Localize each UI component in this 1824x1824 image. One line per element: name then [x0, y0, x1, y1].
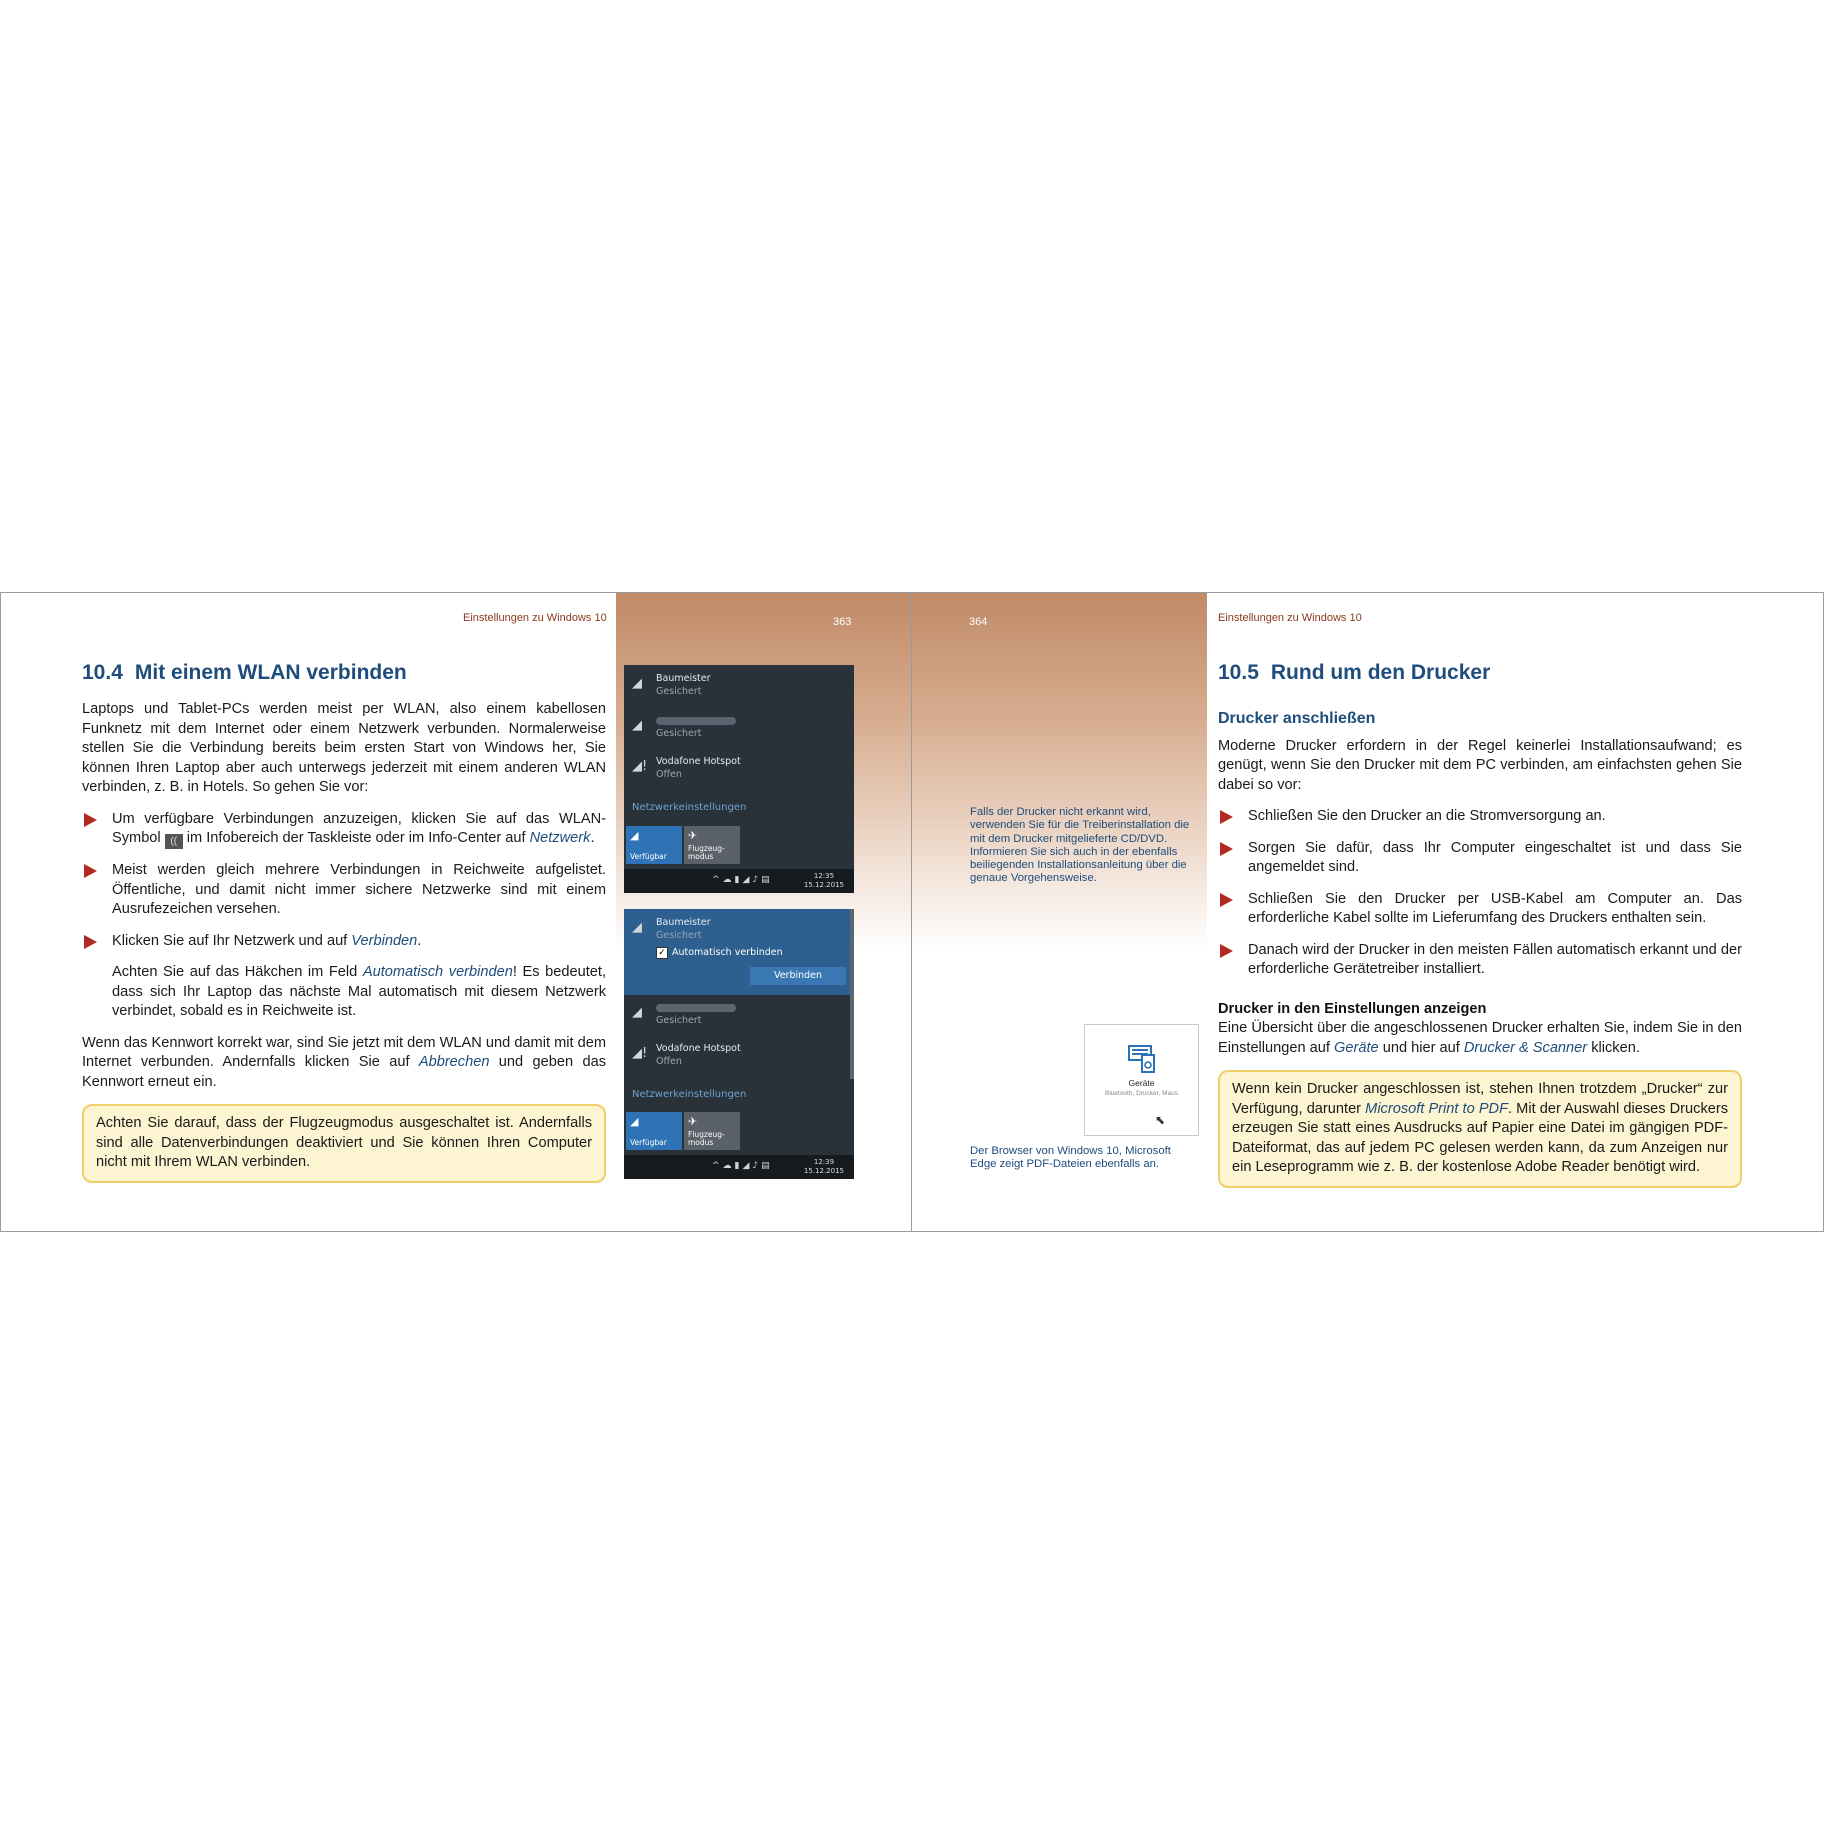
wifi-icon: ◢: [630, 829, 639, 842]
tip-box: [1218, 1070, 1742, 1188]
intro-paragraph: Laptops und Tablet-PCs werden meist per WLAN, also einem kabellosen Funknetz mit dem Internet oder einem Netzwerk verbunden. Normalerweise stellen Sie die Verbindung bereits beim ersten Start von Windows her, Sie können Ihren Laptop aber auch unterwegs jederzeit mit einem anderen WLAN verbinden, z. B. in Hotels. So gehen Sie vor:: [82, 701, 606, 795]
network-settings-link[interactable]: Netzwerkeinstellungen: [632, 1089, 747, 1100]
tray-icons[interactable]: ^☁▮◢♪▤: [712, 875, 773, 885]
auto-connect-label: Automatisch verbinden: [672, 947, 783, 958]
indented-paragraph: [82, 963, 606, 1022]
wlan-symbol-icon: ((: [165, 834, 183, 849]
network-status: Offen: [656, 769, 682, 780]
list-item: [82, 861, 606, 920]
text: . Mit der Auswahl dieses Druckers erzeugen Sie statt eines Ausdrucks auf Papier eine Datei im gängigen PDF-Dateiformat, das auf jedem PC gelesen werden kann, da zum Anzeigen nur ein Leseprogramm wie z. B. der kostenlose Adobe Reader benötigt wird.: [1232, 1100, 1729, 1175]
link-verbinden[interactable]: Verbinden: [351, 932, 418, 949]
text: Achten Sie auf das Häkchen im Feld: [112, 964, 363, 980]
text: Wenn kein Drucker angeschlossen ist, stehen Ihnen trotzdem „Drucker“ zur Verfügung, darunter: [1232, 1081, 1728, 1117]
paragraph: [82, 1034, 606, 1093]
network-settings-link[interactable]: Netzwerkeinstellungen: [632, 802, 747, 813]
link-netzwerk[interactable]: Netzwerk: [529, 830, 591, 846]
tile-label-line: modus: [688, 1138, 714, 1147]
wifi-tile[interactable]: [626, 826, 682, 864]
section-number: 10.5: [1218, 661, 1259, 684]
wifi-warning-icon: ◢!: [632, 759, 648, 774]
paragraph: [1218, 1019, 1742, 1058]
time: 12:35: [813, 872, 835, 880]
body-text: [82, 700, 606, 1183]
wifi-icon: ◢: [630, 1115, 639, 1128]
list-text: .: [590, 830, 595, 846]
network-name: Vodafone Hotspot: [656, 756, 741, 767]
tray-icons[interactable]: ^☁▮◢♪▤: [712, 1161, 773, 1171]
running-head: Einstellungen zu Windows 10: [1218, 612, 1362, 624]
section-number: 10.4: [82, 661, 123, 684]
section-heading: [1218, 661, 1490, 685]
tile-label: Verfügbar: [630, 1138, 667, 1147]
tile-label-line: Flugzeug-: [688, 844, 725, 853]
taskbar: [624, 869, 854, 893]
tile-label-line: modus: [688, 852, 714, 861]
network-name: Vodafone Hotspot: [656, 1043, 741, 1054]
list-text: Klicken Sie auf Ihr Netzwerk und auf: [112, 932, 352, 949]
text: klicken.: [1587, 1039, 1640, 1056]
list-text: Meist werden gleich mehrere Verbindungen in Reichweite aufgelistet. Öffentliche, und damit nicht immer sichere Netzwerke sind mit einem Ausrufezeichen versehen.: [112, 862, 606, 917]
list-text: Um verfügbare Verbindungen anzuzeigen, klicken Sie auf das WLAN-Symbol: [112, 810, 606, 846]
subheading: Drucker anschließen: [1218, 710, 1376, 727]
bullet-arrow-icon: [84, 813, 97, 827]
scrollbar[interactable]: [850, 909, 854, 1079]
list-text: Schließen Sie den Drucker per USB-Kabel am Computer an. Das erforderliche Kabel sollte im Lieferumfang des Druckers enthalten sein.: [1248, 890, 1742, 926]
blurred-network-name: [656, 717, 736, 725]
list-text: .: [417, 932, 422, 949]
body-text: [1218, 709, 1742, 1188]
text: und geben das Kennwort erneut ein.: [82, 1054, 606, 1090]
clock[interactable]: [804, 872, 844, 890]
airplane-icon: ✈: [688, 1115, 698, 1128]
text: und hier auf: [1378, 1039, 1464, 1056]
devices-icon: [1127, 1043, 1157, 1073]
tip-box: Achten Sie darauf, dass der Flugzeugmodus ausgeschaltet ist. Andernfalls sind alle Datenverbindungen deaktiviert und Sie können Ihren Computer nicht mit Ihrem WLAN verbinden.: [82, 1104, 606, 1183]
list-item: [82, 932, 606, 952]
link-abbrechen[interactable]: Abbrechen: [418, 1054, 490, 1070]
list-text: Sorgen Sie dafür, dass Ihr Computer eingeschaltet ist und dass Sie angemeldet sind.: [1248, 839, 1742, 875]
clock[interactable]: [804, 1158, 844, 1176]
network-status: Gesichert: [656, 930, 702, 941]
wifi-icon: ◢: [632, 1005, 642, 1020]
network-status: Gesichert: [656, 728, 702, 739]
network-name: Baumeister: [656, 917, 711, 928]
wlan-flyout-screenshot-1: [624, 665, 854, 893]
blurred-network-name: [656, 1004, 736, 1012]
list-item: [1218, 839, 1742, 878]
date: 15.12.2015: [803, 881, 844, 889]
link-drucker-scanner[interactable]: Drucker & Scanner: [1463, 1039, 1588, 1056]
wifi-warning-icon: ◢!: [632, 1046, 648, 1061]
connect-button[interactable]: Verbinden: [750, 967, 846, 985]
page-363: [1, 593, 911, 1231]
list-item: [82, 810, 606, 850]
link-geraete[interactable]: Geräte: [1334, 1039, 1379, 1056]
wifi-tile[interactable]: [626, 1112, 682, 1150]
tile-subtitle: Bluetooth, Drucker, Maus: [1105, 1090, 1178, 1097]
wlan-flyout-screenshot-2: [624, 909, 854, 1179]
margin-note: Falls der Drucker nicht erkannt wird, verwenden Sie für die Treiberinstallation die mit dem Drucker mitgelieferte CD/DVD. Informieren Sie sich auch in der ebenfalls beiliegenden Installationsanleitung über die genaue Vorgehensweise.: [970, 806, 1190, 885]
time: 12:39: [813, 1158, 835, 1166]
tile-label-line: Flugzeug-: [688, 1130, 725, 1139]
network-status: Gesichert: [656, 1015, 702, 1026]
text: Eine Übersicht über die angeschlossenen Drucker erhalten Sie, indem Sie in den Einstellungen auf: [1218, 1020, 1742, 1056]
page-number: 364: [969, 616, 988, 628]
margin-note: Der Browser von Windows 10, Microsoft Edge zeigt PDF-Dateien ebenfalls an.: [970, 1145, 1171, 1171]
section-title: Mit einem WLAN verbinden: [134, 661, 407, 684]
bullet-arrow-icon: [1220, 842, 1233, 856]
book-spread: [0, 592, 1824, 1232]
wifi-icon: ◢: [632, 718, 642, 733]
text: Wenn das Kennwort korrekt war, sind Sie jetzt mit dem WLAN und damit mit dem Internet verbunden. Andernfalls klicken Sie auf: [82, 1034, 606, 1070]
list-item: [1218, 941, 1742, 980]
step-list: [1218, 807, 1742, 980]
step-list: [82, 810, 606, 952]
tile-title: Geräte: [1128, 1078, 1155, 1088]
bullet-arrow-icon: [84, 935, 97, 949]
subheading: Drucker in den Einstellungen anzeigen: [1218, 1000, 1487, 1017]
text: ! Es bedeutet, dass sich Ihr Laptop das nächste Mal automatisch mit diesem Netzwerk verbindet, sobald es in Reichweite ist.: [112, 964, 607, 1019]
network-name: Baumeister: [656, 673, 711, 684]
running-head: Einstellungen zu Windows 10: [463, 612, 607, 624]
devices-settings-tile[interactable]: [1084, 1024, 1199, 1136]
page-number: 363: [833, 616, 852, 628]
bullet-arrow-icon: [1220, 944, 1233, 958]
bullet-arrow-icon: [1220, 810, 1233, 824]
auto-connect-checkbox[interactable]: ✓: [656, 947, 668, 959]
link-automatisch-verbinden[interactable]: Automatisch verbinden: [362, 964, 513, 980]
list-text: Schließen Sie den Drucker an die Stromversorgung an.: [1248, 808, 1606, 824]
link-microsoft-print-to-pdf[interactable]: Microsoft Print to PDF: [1365, 1100, 1509, 1117]
airplane-icon: ✈: [688, 829, 698, 842]
page-364: [912, 593, 1822, 1231]
section-title: Rund um den Drucker: [1270, 661, 1491, 684]
list-text: im Infobereich der Taskleiste oder im Info-Center auf: [182, 830, 530, 846]
list-text: Danach wird der Drucker in den meisten Fällen automatisch erkannt und der erforderliche Gerätetreiber installiert.: [1248, 941, 1742, 977]
intro-paragraph: Moderne Drucker erfordern in der Regel keinerlei Installationsaufwand; es genügt, wenn Sie den Drucker mit dem PC verbinden, am einfachsten gehen Sie dabei so vor:: [1218, 737, 1742, 793]
date: 15.12.2015: [803, 1167, 844, 1175]
list-item: [1218, 807, 1742, 827]
section-heading: [82, 661, 407, 685]
tile-label: Verfügbar: [630, 852, 667, 861]
airplane-mode-tile[interactable]: [684, 1112, 740, 1150]
network-status: Gesichert: [656, 686, 702, 697]
bullet-arrow-icon: [1220, 893, 1233, 907]
wifi-icon: ◢: [632, 920, 642, 935]
taskbar: [624, 1155, 854, 1179]
wifi-icon: ◢: [632, 676, 642, 691]
list-item: [1218, 890, 1742, 929]
airplane-mode-tile[interactable]: [684, 826, 740, 864]
tile-label: [688, 1131, 725, 1147]
tile-label: [688, 845, 725, 861]
mouse-cursor-icon: ⬉: [1155, 1113, 1166, 1127]
network-status: Offen: [656, 1056, 682, 1067]
bullet-arrow-icon: [84, 864, 97, 878]
